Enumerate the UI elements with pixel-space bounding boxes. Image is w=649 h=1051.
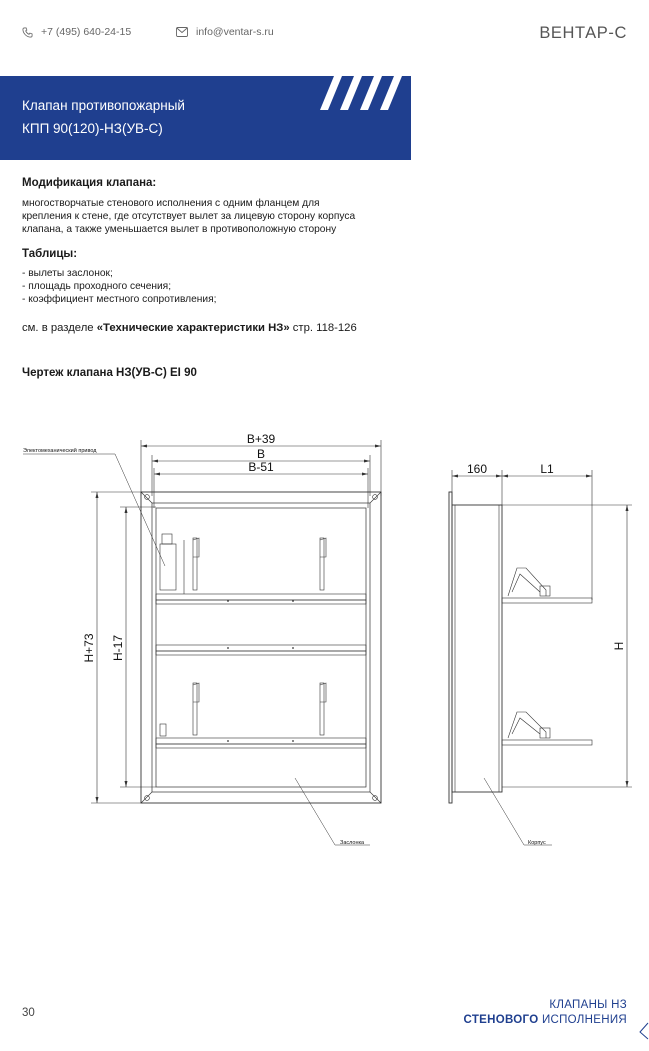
dim-b-plus-39: B+39 (246, 432, 276, 446)
footer-section-subtitle (464, 1014, 628, 1026)
list-item: - коэффициент местного сопротивления; (22, 294, 217, 305)
drawing-title: Чертеж клапана НЗ(УВ-С) EI 90 (22, 367, 197, 379)
email-address: info@ventar-s.ru (196, 26, 274, 38)
corner-chevron-icon (638, 1022, 649, 1040)
text-line: клапана, а также уменьшается вылет в противоположную сторону (22, 224, 337, 235)
title-banner (0, 76, 411, 160)
reference-section-link[interactable]: «Технические характеристики НЗ» (96, 322, 290, 334)
footer-rest: ИСПОЛНЕНИЯ (538, 1014, 627, 1026)
reference-prefix: см. в разделе (22, 322, 97, 334)
tables-title: Таблицы: (22, 248, 78, 260)
banner-title: Клапан противопожарный (22, 98, 185, 113)
modification-text (22, 197, 422, 236)
phone-number: +7 (495) 640-24-15 (41, 26, 132, 38)
brand-logo: ВЕНТАР-С (539, 24, 627, 42)
phone-icon (22, 27, 33, 38)
dim-160: 160 (466, 462, 488, 476)
top-bar (22, 26, 627, 46)
list-item: - площадь проходного сечения; (22, 281, 172, 292)
reference-line (22, 322, 442, 334)
text-line: крепления к стене, где отсутствует вылет за лицевую сторону корпуса (22, 211, 356, 222)
label-body: Корпус (528, 840, 546, 846)
mail-icon (176, 27, 188, 37)
dim-b-minus-51: B-51 (248, 460, 274, 474)
footer-bold-word: СТЕНОВОГО (463, 1014, 539, 1026)
page-number: 30 (22, 1007, 35, 1019)
list-item: - вылеты заслонок; (22, 268, 113, 279)
dim-h-minus-17: H-17 (111, 634, 125, 662)
label-actuator: Электомеханический привод (23, 448, 97, 454)
modification-title: Модификация клапана: (22, 177, 157, 189)
dim-h: H (612, 641, 626, 651)
dim-b: B (256, 447, 266, 461)
label-damper: Заслонка (340, 840, 365, 846)
text-line: многостворчатые стенового исполнения с одним фланцем для (22, 198, 320, 209)
reference-pages: стр. 118-126 (289, 322, 357, 334)
tables-list (22, 267, 422, 306)
banner-model: КПП 90(120)-НЗ(УВ-С) (22, 121, 163, 136)
email-contact[interactable] (176, 26, 274, 38)
dim-l1: L1 (540, 462, 554, 476)
modification-section (22, 177, 422, 236)
tables-section (22, 248, 422, 306)
valve-drawing (0, 420, 649, 860)
dim-h-plus-73: H+73 (82, 633, 96, 663)
footer-section-title: КЛАПАНЫ НЗ (549, 999, 627, 1011)
banner-stripes-decoration (320, 76, 412, 110)
phone-contact[interactable] (22, 26, 131, 38)
